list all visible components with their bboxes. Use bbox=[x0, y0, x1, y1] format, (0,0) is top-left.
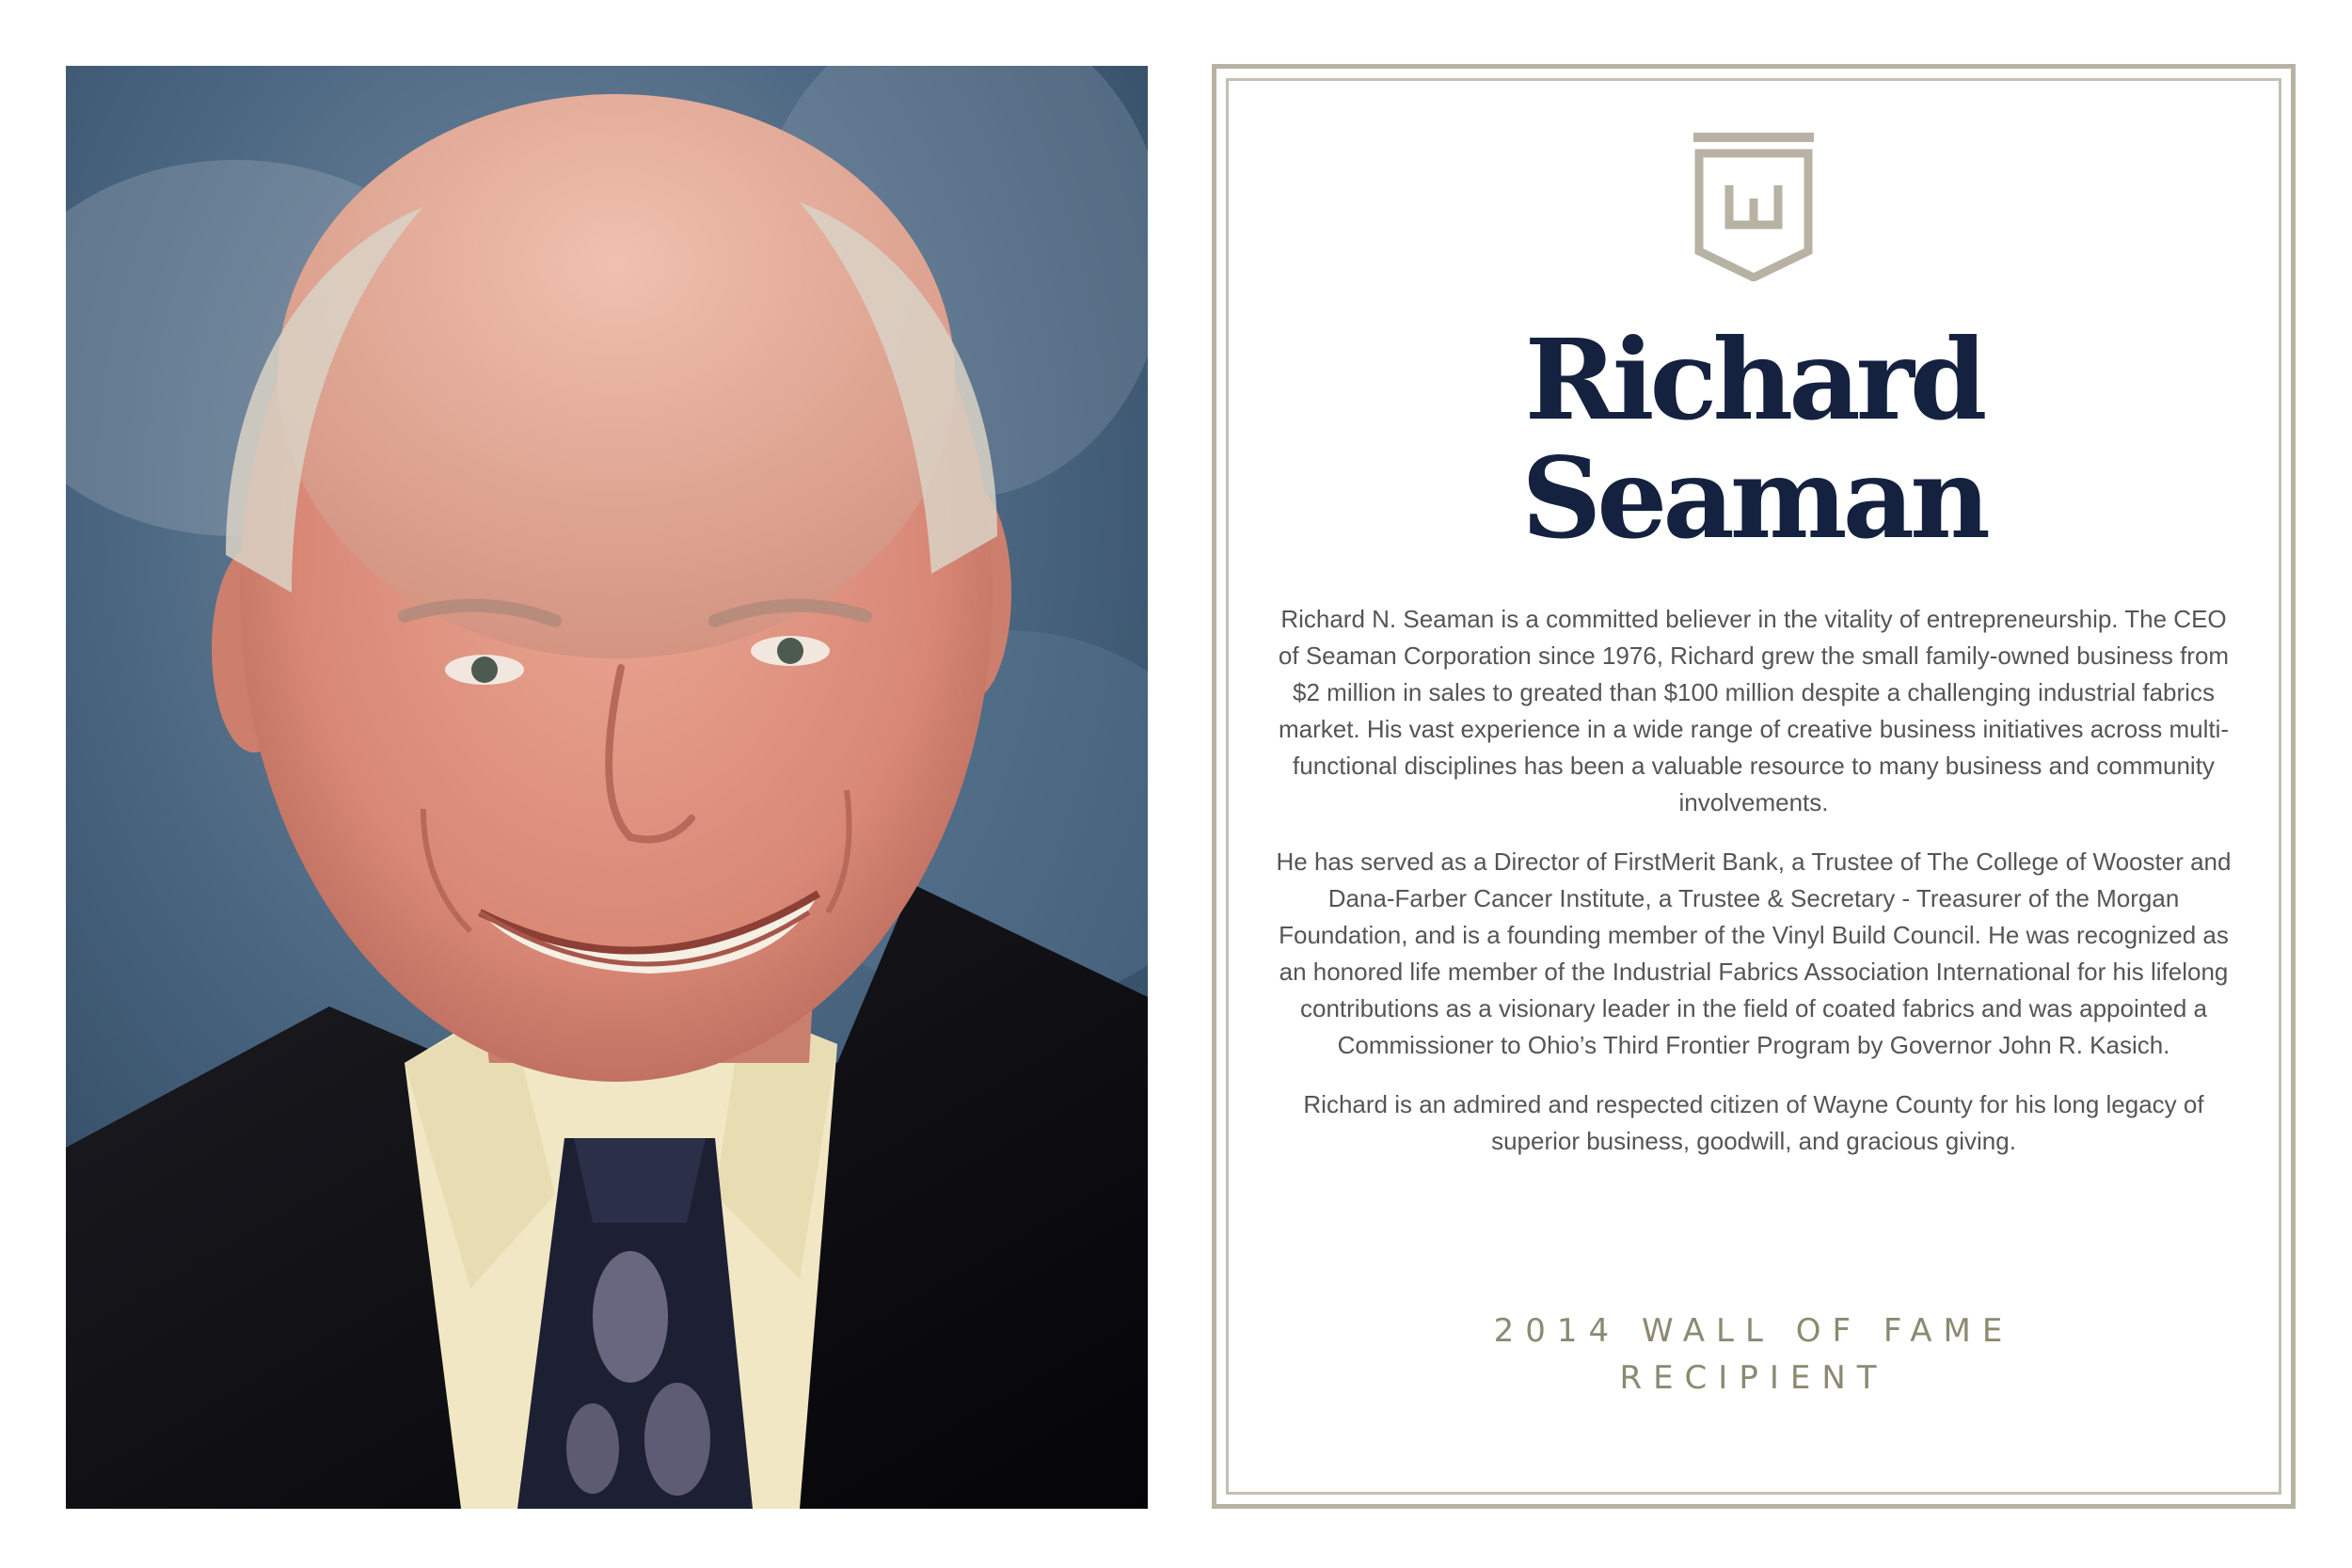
award-caption-line-2: RECIPIENT bbox=[1619, 1359, 1888, 1397]
award-caption bbox=[1273, 1307, 2234, 1402]
award-caption-line-1: 2014 WALL OF FAME bbox=[1493, 1312, 2014, 1350]
bio-paragraph-1: Richard N. Seaman is a committed believer in the vitality of entrepreneurship. The CEO of Seaman Corporation since 1976, Richard grew the small family-owned business from $2 million in sales to greated than $100 million despite a challenging industrial fabrics market. His vast experience in a wide range of creative business initiatives across multi-functional disciplines has been a valuable resource to many business and community involvements. bbox=[1278, 605, 2230, 816]
bio-panel bbox=[1212, 64, 2296, 1509]
last-name: Seaman bbox=[1521, 433, 1986, 563]
shield-icon bbox=[1692, 131, 1816, 281]
portrait-illustration bbox=[66, 66, 1148, 1509]
page-title bbox=[1273, 314, 2234, 563]
biography bbox=[1273, 601, 2234, 1182]
bio-paragraph-3: Richard is an admired and respected citizen of Wayne County for his long legacy of superior business, goodwill, and gracious giving. bbox=[1303, 1090, 2204, 1155]
bio-paragraph-2: He has served as a Director of FirstMerit Bank, a Trustee of The College of Wooster and Dana-Farber Cancer Institute, a Trustee & Secretary - Treasurer of the Morgan Foundation, and is a founding member of the Vinyl Build Council. He was recognized as an honored life member of the Industrial Fabrics Association International for his lifelong contributions as a visionary leader in the field of coated fabrics and was appointed a Commissioner to Ohio’s Third Frontier Program by Governor John R. Kasich. bbox=[1276, 847, 2232, 1059]
bio-content bbox=[1273, 69, 2234, 1504]
portrait-photo bbox=[66, 66, 1148, 1509]
first-name: Richard bbox=[1524, 314, 1983, 445]
